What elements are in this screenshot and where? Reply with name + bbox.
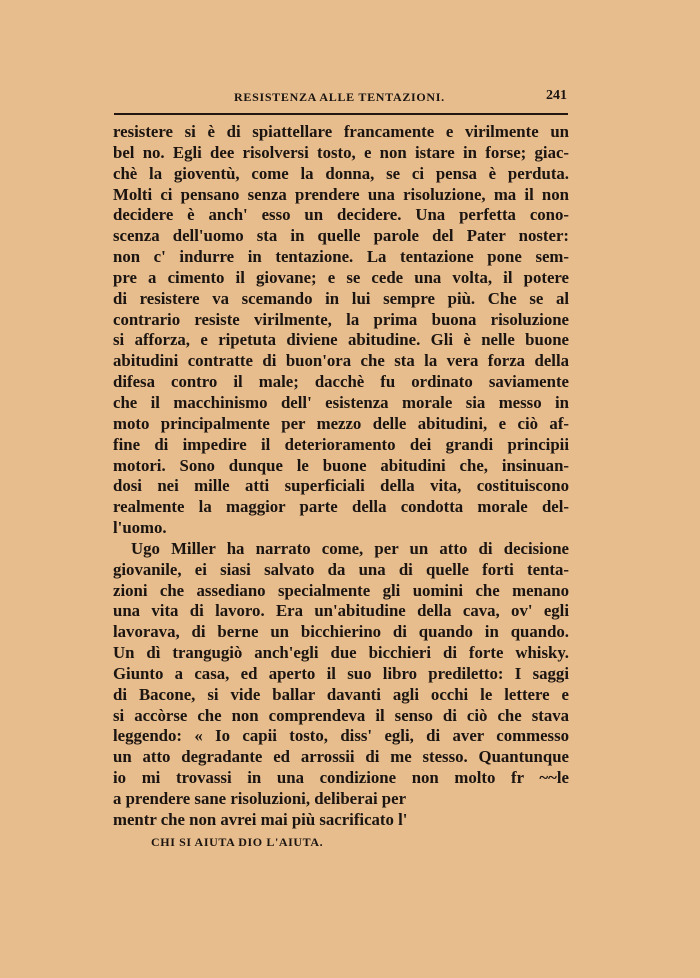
text-line: bel no. Egli dee risolversi tosto, e non istare in forse; giac- — [113, 142, 569, 162]
footer-chapter-title: CHI SI AIUTA DIO L'AIUTA. — [151, 835, 324, 849]
text-line: chè la gioventù, come la donna, se ci pensa è perduta. — [113, 163, 569, 183]
text-line: Molti ci pensano senza prendere una risoluzione, ma il non — [113, 184, 569, 204]
text-line: zioni che assediano specialmente gli uomini che menano — [113, 580, 569, 600]
running-head-title: RESISTENZA ALLE TENTAZIONI. — [234, 90, 445, 104]
text-line: l'uomo. — [113, 518, 167, 538]
page-number: 241 — [546, 88, 567, 103]
text-line: che il macchinismo dell' esistenza morale sia messo in — [113, 392, 569, 412]
text-line: moto principalmente per mezzo delle abitudini, e ciò af- — [113, 413, 569, 433]
text-line: realmente la maggior parte della condotta morale del- — [113, 497, 569, 517]
text-line: contrario resiste virilmente, la prima buona risoluzione — [113, 309, 569, 329]
text-line: non c' indurre in tentazione. La tentazione pone sem- — [113, 247, 569, 267]
text-line: di Bacone, si vide ballar davanti agli occhi le lettere e — [113, 684, 569, 704]
text-line: mentr che non avrei mai più sacrificato l' — [113, 809, 408, 829]
text-line: scenza dell'uomo sta in quelle parole del Pater noster: — [113, 226, 569, 246]
text-line: a prendere sane risoluzioni, deliberai per — [113, 789, 407, 808]
text-line: una vita di lavoro. Era un'abitudine della cava, ov' egli — [113, 601, 569, 621]
text-line: decidere è anch' esso un decidere. Una perfetta cono- — [113, 205, 569, 225]
text-line: si accòrse che non comprendeva il senso di ciò che stava — [113, 705, 569, 725]
text-line: di resistere va scemando in lui sempre più. Che se al — [113, 288, 569, 308]
text-line: si afforza, e ripetuta diviene abitudine. Gli è nelle buone — [113, 330, 569, 350]
text-line: resistere si è di spiattellare francamente e virilmente un — [113, 122, 569, 141]
running-head — [112, 90, 572, 110]
text-line: pre a cimento il giovane; e se cede una volta, il potere — [113, 267, 569, 287]
text-line: lavorava, di berne un bicchierino di quando in quando. — [113, 622, 569, 642]
body-text — [113, 122, 569, 831]
text-line: fine di impedire il deterioramento dei grandi principii — [113, 434, 569, 454]
text-line: dosi nei mille atti superficiali della vita, costituiscono — [113, 476, 569, 496]
text-line: leggendo: « Io capii tosto, diss' egli, di aver commesso — [113, 726, 569, 746]
text-line: difesa contro il male; dacchè fu ordinato saviamente — [113, 372, 569, 392]
text-line: un atto degradante ed arrossii di me stesso. Quantunque — [113, 747, 569, 767]
text-line: io mi trovassi in una condizione non molto fr ~~le — [113, 768, 569, 788]
text-line: Ugo Miller ha narrato come, per un atto di decisione — [131, 538, 569, 558]
text-line: Un dì trangugiò anch'egli due bicchieri di forte whisky. — [113, 643, 569, 663]
text-line: motori. Sono dunque le buone abitudini che, insinuan- — [113, 455, 569, 475]
text-line: abitudini contratte di buon'ora che sta la vera forza della — [113, 351, 569, 371]
text-line: giovanile, ei siasi salvato da una di quelle forti tenta- — [113, 559, 569, 579]
text-line: Giunto a casa, ed aperto il suo libro prediletto: I saggi — [113, 663, 569, 683]
header-rule — [114, 113, 568, 115]
